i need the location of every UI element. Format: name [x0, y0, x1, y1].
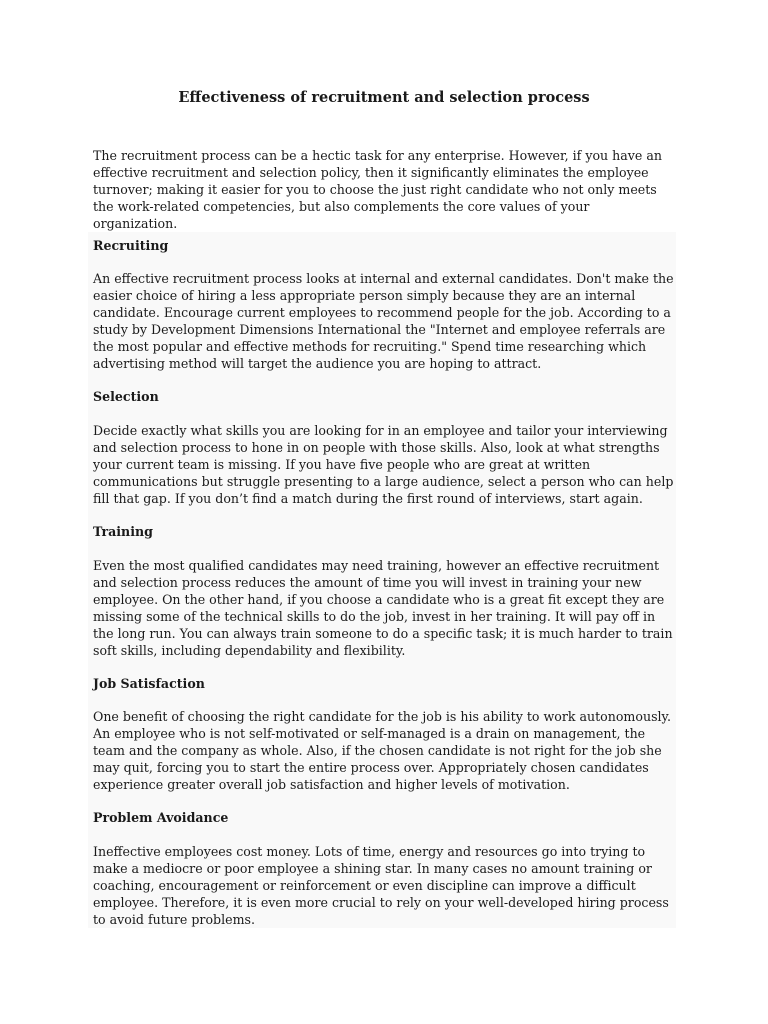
- section-heading-problem-avoidance: Problem Avoidance: [93, 810, 229, 825]
- section-body-problem-avoidance: Ineffective employees cost money. Lots of time, energy and resources go into trying to make a mediocre or poor employee a shining star. In many cases no amount training or coaching, encouragement or reinforcement or even discipline can improve a difficult employee. Therefore, it is even more crucial to rely on your well-developed hiring process to avoid future problems.: [93, 844, 669, 927]
- section-heading-job-satisfaction: Job Satisfaction: [93, 676, 205, 691]
- document-title: Effectiveness of recruitment and selection process: [178, 89, 590, 106]
- intro-paragraph: The recruitment process can be a hectic task for any enterprise. However, if you have an effective recruitment and selection policy, then it significantly eliminates the employee turnover; making it easier for you to choose the just right candidate who not only meets the work-related competencies, but also complements the core values of your organization.: [93, 148, 662, 231]
- section-body-job-satisfaction: One benefit of choosing the right candidate for the job is his ability to work autonomously. An employee who is not self-motivated or self-managed is a drain on management, the team and the company as whole. Also, if the chosen candidate is not right for the job she may quit, forcing you to start the entire process over. Appropriately chosen candidates experience greater overall job satisfaction and higher levels of motivation.: [93, 709, 672, 792]
- section-body-training: Even the most qualified candidates may need training, however an effective recruitment and selection process reduces the amount of time you will invest in training your new employee. On the other hand, if you choose a candidate who is a great fit except they are missing some of the technical skills to do the job, invest in her training. It will pay off in the long run. You can always train someone to do a specific task; it is much harder to train soft skills, including dependability and flexibility.: [93, 558, 673, 658]
- section-heading-training: Training: [93, 524, 153, 539]
- section-body-recruiting: An effective recruitment process looks at internal and external candidates. Don't make the easier choice of hiring a less appropriate person simply because they are an internal candidate. Encourage current employees to recommend people for the job. According to a study by Development Dimensions International the "Internet and employee referrals are the most popular and effective methods for recruiting." Spend time researching which advertising method will target the audience you are hoping to attract.: [93, 271, 674, 371]
- section-heading-selection: Selection: [93, 389, 159, 404]
- section-body-selection: Decide exactly what skills you are looking for in an employee and tailor your interviewing and selection process to hone in on people with those skills. Also, look at what strengths your current team is missing. If you have five people who are great at written communications but struggle presenting to a large audience, select a person who can help fill that gap. If you don’t find a match during the first round of interviews, start again.: [93, 423, 674, 506]
- section-heading-recruiting: Recruiting: [93, 238, 169, 253]
